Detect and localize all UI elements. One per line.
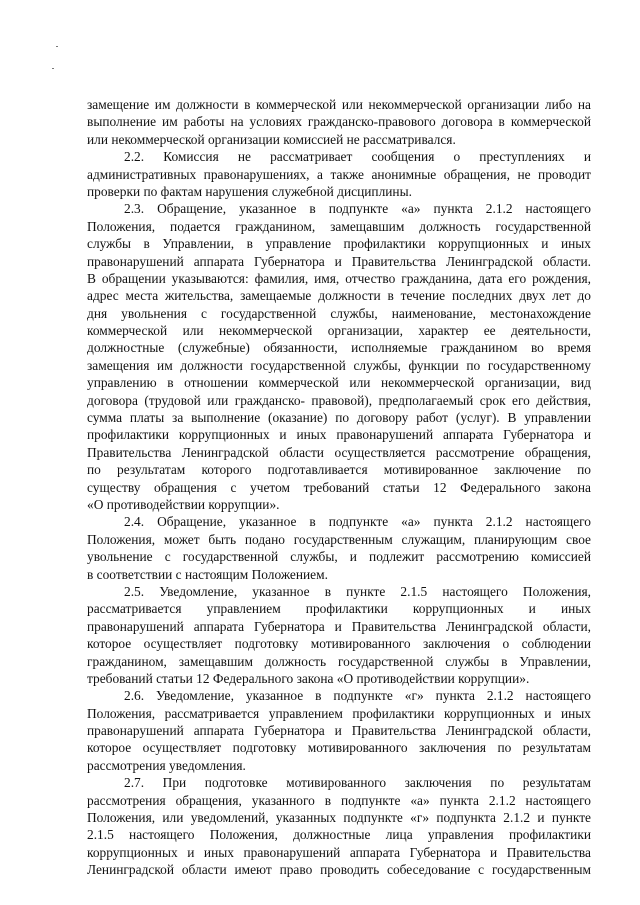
text-line: В обращении указываются: фамилия, имя, отчество гражданина, дата его рождения, — [87, 270, 591, 286]
text-line: которое осуществляет подготовку мотивированного заключения по результатам — [87, 740, 591, 756]
text-line: в соответствии с настоящим Положением. — [87, 566, 328, 582]
text-line: замещения им должности государственной службы, функции по государственному — [87, 357, 591, 373]
text-line: рассмотрения уведомления. — [87, 757, 246, 773]
text-line: 2.6. Уведомление, указанное в подпункте «г» пункта 2.1.2 настоящего — [124, 688, 591, 704]
text-line: которое осуществляет подготовку мотивированного заключения о соблюдении — [87, 636, 591, 652]
text-line: 2.2. Комиссия не рассматривает сообщения о преступлениях и — [124, 149, 591, 165]
text-line: правонарушений аппарата Губернатора и Правительства Ленинградской области. — [87, 253, 591, 269]
text-line: гражданином, замещавшим должность государственной службы в Управлении, — [87, 653, 591, 669]
text-line: рассматривается управлением профилактики коррупционных и иных — [87, 601, 591, 617]
text-line: дня увольнения с государственной службы, наименование, местонахождение — [87, 305, 591, 321]
text-line: или некоммерческой организации комиссией не рассматривался. — [87, 131, 456, 147]
text-line: увольнение с государственной службы, и подлежит рассмотрению комиссией — [87, 549, 591, 565]
text-line: правонарушений аппарата Губернатора и Правительства Ленинградской области, — [87, 723, 591, 739]
text-line: рассмотрения обращения, указанного в подпункте «а» пункта 2.1.2 настоящего — [87, 792, 591, 808]
text-line: адрес места жительства, замещаемые должности в течение последних двух лет до — [87, 288, 591, 304]
text-line: выполнение им работы на условиях гражданско-правового договора в коммерческой — [87, 114, 591, 130]
text-line: «О противодействии коррупции». — [87, 496, 280, 512]
text-line: Правительства Ленинградской области осуществляется рассмотрение обращения, — [87, 444, 591, 460]
text-line: 2.1.5 настоящего Положения, должностные лица управления профилактики — [87, 827, 591, 843]
text-line: 2.5. Уведомление, указанное в пункте 2.1.5 настоящего Положения, — [124, 583, 591, 599]
text-line: правонарушений аппарата Губернатора и Правительства Ленинградской области, — [87, 618, 591, 634]
text-line: проверки по фактам нарушения служебной дисциплины. — [87, 183, 412, 199]
text-line: по результатам которого подготавливается мотивированное заключение по — [87, 462, 591, 478]
text-line: 2.3. Обращение, указанное в подпункте «а» пункта 2.1.2 настоящего — [124, 201, 591, 217]
text-line: 2.4. Обращение, указанное в подпункте «а» пункта 2.1.2 настоящего — [124, 514, 591, 530]
text-line: службы в Управлении, в управление профилактики коррупционных и иных — [87, 236, 591, 252]
text-line: профилактики коррупционных и иных правонарушений аппарата Губернатора и — [87, 427, 591, 443]
text-line: коммерческой или некоммерческой организации, характер ее деятельности, — [87, 323, 591, 339]
text-line: Ленинградской области имеют право проводить собеседование с государственным — [87, 862, 591, 878]
text-line: Положения, рассматривается управлением профилактики коррупционных и иных — [87, 705, 591, 721]
text-line: требований статьи 12 Федерального закона «О противодействии коррупции». — [87, 670, 530, 686]
text-line: должностные (служебные) обязанности, исполняемые гражданином во время — [87, 340, 591, 356]
text-line: Положения, подается гражданином, замещавшим должность государственной — [87, 218, 591, 234]
text-line: Положения, или уведомлений, указанных подпункте «г» подпункта 2.1.2 и пункте — [87, 810, 591, 826]
scan-speck — [56, 46, 58, 47]
document-body — [87, 96, 591, 879]
text-line: коррупционных и иных правонарушений аппарата Губернатора и Правительства — [87, 844, 591, 860]
text-line: административных правонарушениях, а также анонимные обращения, не проводит — [87, 166, 591, 182]
scan-speck — [52, 68, 54, 69]
text-line: управлению в отношении коммерческой или некоммерческой организации, вид — [87, 375, 591, 391]
text-line: существу обращения с учетом требований статьи 12 Федерального закона — [87, 479, 591, 495]
text-line: 2.7. При подготовке мотивированного заключения по результатам — [124, 775, 591, 791]
scan-specks — [50, 40, 80, 80]
text-line: Положения, может быть подано государственным служащим, планирующим свое — [87, 531, 591, 547]
text-line: замещение им должности в коммерческой или некоммерческой организации либо на — [87, 97, 591, 112]
text-line: договора (трудовой или гражданско- правовой), предполагаемый срок его действия, — [87, 392, 591, 408]
text-line: сумма платы за выполнение (оказание) по договору работ (услуг). В управлении — [87, 410, 591, 426]
